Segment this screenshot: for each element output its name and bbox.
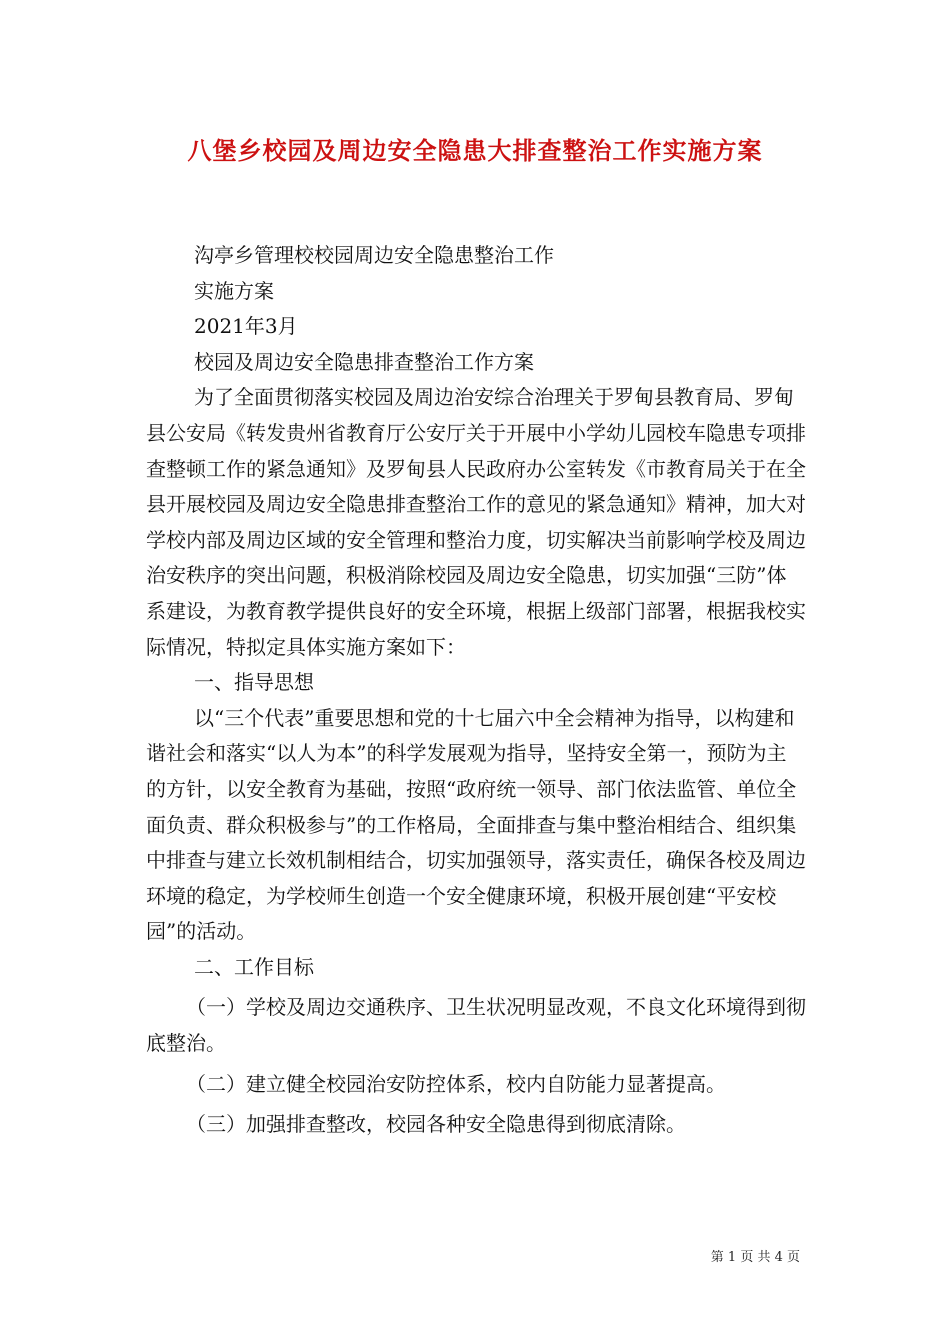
paragraph-goal-1: （一）学校及周边交通秩序、卫生状况明显改观，不良文化环境得到彻底整治。 xyxy=(146,995,806,1056)
paragraph-plan-name: 校园及周边安全隐患排查整治工作方案 xyxy=(194,349,534,374)
paragraph-guiding-ideology: 以“三个代表”重要思想和党的十七届六中全会精神为指导，以构建和谐社会和落实“以人为本”的科学发展观为指导，坚持安全第一，预防为主的方针，以安全教育为基础，按照“政府统一领导、部门依法监管、单位全面负责、群众积极参与”的工作格局，全面排查与集中整治相结合、组织集中排查与建立长效机制相结合，切实加强领导，落实责任，确保各校及周边环境的稳定，为学校师生创造一个安全健康环境，积极开展创建“平安校园”的活动。 xyxy=(146,705,806,944)
paragraph-organization: 沟亭乡管理校校园周边安全隐患整治工作 xyxy=(194,243,554,267)
paragraph-goal-3: （三）加强排查整改，校园各种安全隐患得到彻底清除。 xyxy=(186,1112,686,1137)
paragraph-introduction: 为了全面贯彻落实校园及周边治安综合治理关于罗甸县教育局、罗甸县公安局《转发贵州省教育厅公安厅关于开展中小学幼儿园校车隐患专项排查整顿工作的紧急通知》及罗甸县人民政府办公室转发《市教育局关于在全县开展校园及周边安全隐患排查整治工作的意见的紧急通知》精神，加大对学校内部及周边区域的安全管理和整治力度，切实解决当前影响学校及周边治安秩序的突出问题，积极消除校园及周边安全隐患，切实加强“三防”体系建设，为教育教学提供良好的安全环境，根据上级部门部署，根据我校实际情况，特拟定具体实施方案如下： xyxy=(146,385,806,659)
paragraph-date: 2021年3月 xyxy=(194,314,298,339)
paragraph-subtitle: 实施方案 xyxy=(194,278,274,303)
section-heading-work-goals: 二、工作目标 xyxy=(194,954,314,979)
document-body xyxy=(146,238,806,1143)
page-number: 第 1 页 共 4 页 xyxy=(710,1250,800,1265)
document-title: 八堡乡校园及周边安全隐患大排查整治工作实施方案 xyxy=(187,136,763,165)
section-heading-guiding-ideology: 一、指导思想 xyxy=(194,670,314,695)
paragraph-goal-2: （二）建立健全校园治安防控体系，校内自防能力显著提高。 xyxy=(186,1071,726,1096)
